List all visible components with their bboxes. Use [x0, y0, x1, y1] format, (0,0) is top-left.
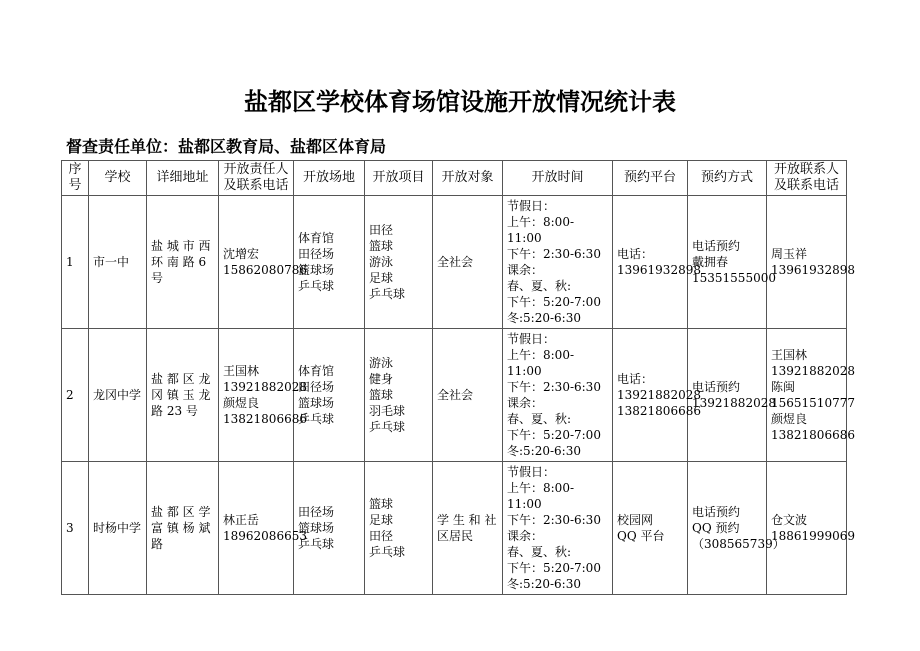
cell-platform: 校园网 QQ 平台 — [613, 462, 688, 595]
header-hours: 开放时间 — [503, 161, 613, 196]
cell-school: 市一中 — [89, 196, 147, 329]
cell-venues: 体育馆 田径场 篮球场 乒乓球 — [294, 196, 365, 329]
cell-school: 龙冈中学 — [89, 329, 147, 462]
cell-platform: 电话： 13961932898 — [613, 196, 688, 329]
header-contact: 开放联系人 及联系电话 — [767, 161, 847, 196]
cell-hours: 节假日： 上午：8:00-11:00 下午：2:30-6:30 课余： 春、夏、秋: 下午：5:20-7:00 冬:5:20-6:30 — [503, 196, 613, 329]
cell-method: 电话预约 戴拥春 15351555000 — [688, 196, 767, 329]
header-audience: 开放对象 — [433, 161, 503, 196]
header-platform: 预约平台 — [613, 161, 688, 196]
cell-platform: 电话： 13921882028 13821806686 — [613, 329, 688, 462]
cell-responsible: 沈增宏 15862080786 — [219, 196, 294, 329]
cell-audience: 全社会 — [433, 329, 503, 462]
cell-venues: 田径场 篮球场 乒乓球 — [294, 462, 365, 595]
cell-audience: 全社会 — [433, 196, 503, 329]
cell-audience: 学 生 和 社 区居民 — [433, 462, 503, 595]
cell-hours: 节假日： 上午：8:00-11:00 下午：2:30-6:30 课余： 春、夏、秋: 下午：5:20-7:00 冬:5:20-6:30 — [503, 329, 613, 462]
cell-address: 盐 都 区 学 富 镇 杨 斌 路 — [147, 462, 219, 595]
cell-address: 盐 都 区 龙 冈 镇 玉 龙 路 23 号 — [147, 329, 219, 462]
facilities-table — [61, 160, 855, 595]
supervising-units: 督查责任单位：盐都区教育局、盐都区体育局 — [66, 137, 387, 156]
cell-responsible: 林正岳 18962086653 — [219, 462, 294, 595]
header-address: 详细地址 — [147, 161, 219, 196]
cell-items: 篮球 足球 田径 乒乓球 — [365, 462, 433, 595]
header-method: 预约方式 — [688, 161, 767, 196]
table-row — [62, 462, 847, 595]
cell-items: 田径 篮球 游泳 足球 乒乓球 — [365, 196, 433, 329]
table-header-row — [62, 161, 847, 196]
header-venues: 开放场地 — [294, 161, 365, 196]
table-row — [62, 329, 847, 462]
cell-no: 3 — [62, 462, 89, 595]
cell-method: 电话预约 QQ 预约 （308565739） — [688, 462, 767, 595]
cell-contact: 周玉祥 13961932898 — [767, 196, 847, 329]
cell-contact: 王国林 13921882028 陈闽 15651510777 颜煜良 13821806686 — [767, 329, 847, 462]
header-school: 学校 — [89, 161, 147, 196]
cell-method: 电话预约 13921882028 — [688, 329, 767, 462]
header-no: 序 号 — [62, 161, 89, 196]
cell-venues: 体育馆 田径场 篮球场 乒乓球 — [294, 329, 365, 462]
cell-items: 游泳 健身 篮球 羽毛球 乒乓球 — [365, 329, 433, 462]
header-items: 开放项目 — [365, 161, 433, 196]
cell-contact: 仓文波 18861999069 — [767, 462, 847, 595]
cell-address: 盐 城 市 西 环 南 路 6 号 — [147, 196, 219, 329]
cell-no: 1 — [62, 196, 89, 329]
table-row — [62, 196, 847, 329]
header-responsible: 开放责任人 及联系电话 — [219, 161, 294, 196]
cell-school: 时杨中学 — [89, 462, 147, 595]
cell-no: 2 — [62, 329, 89, 462]
page-title: 盐都区学校体育场馆设施开放情况统计表 — [244, 87, 676, 116]
cell-hours: 节假日： 上午：8:00-11:00 下午：2:30-6:30 课余： 春、夏、秋: 下午：5:20-7:00 冬:5:20-6:30 — [503, 462, 613, 595]
cell-responsible: 王国林 13921882028 颜煜良 13821806686 — [219, 329, 294, 462]
